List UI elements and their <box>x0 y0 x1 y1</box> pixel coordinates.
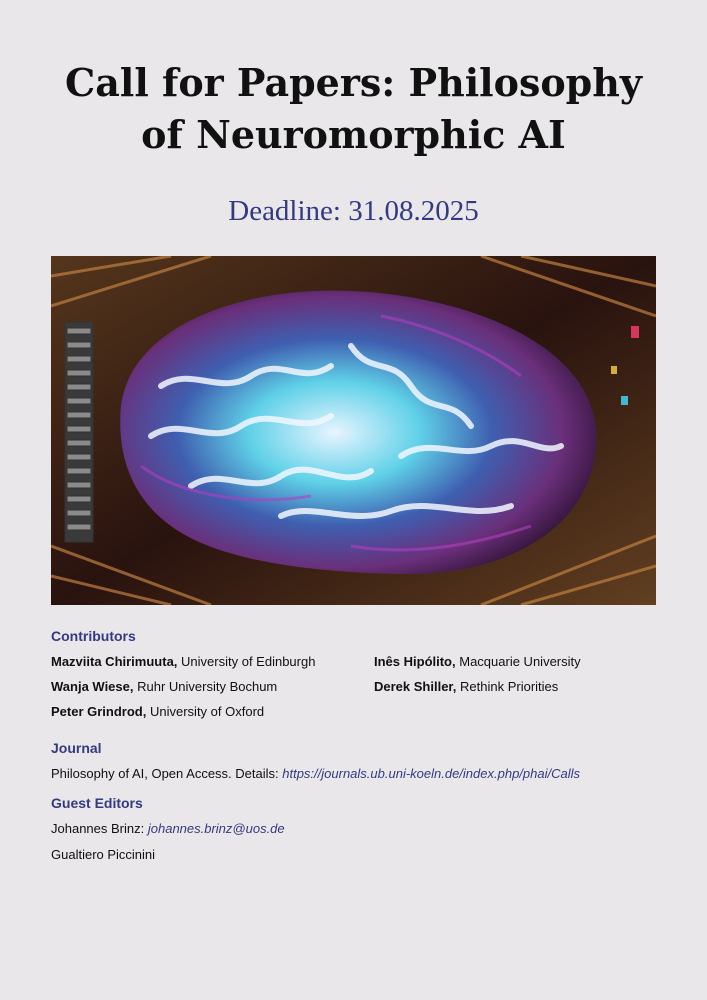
contributor-item <box>51 654 315 669</box>
guest-editor-item <box>51 821 285 836</box>
contributor-item <box>374 654 581 669</box>
contributor-affiliation: University of Edinburgh <box>181 654 316 669</box>
contributor-name: Inês Hipólito, <box>374 654 456 669</box>
contributor-affiliation: University of Oxford <box>149 704 265 719</box>
guest-editors-heading: Guest Editors <box>51 795 143 811</box>
contributor-affiliation: Macquarie University <box>459 654 581 669</box>
contributor-affiliation: Ruhr University Bochum <box>137 679 278 694</box>
contributor-name: Peter Grindrod, <box>51 704 147 719</box>
journal-link[interactable]: https://journals.ub.uni-koeln.de/index.php/phai/Calls <box>282 766 580 781</box>
contributor-name: Wanja Wiese, <box>51 679 134 694</box>
page-title: Call for Papers: Philosophy of Neuromorphic AI <box>65 60 642 157</box>
deadline: Deadline: 31.08.2025 <box>228 195 479 227</box>
journal-text: Philosophy of AI, Open Access. Details: <box>51 766 279 781</box>
guest-editor-name: Gualtiero Piccinini <box>51 847 156 862</box>
contributor-name: Derek Shiller, <box>374 679 457 694</box>
contributor-item <box>51 679 277 694</box>
guest-editor-email[interactable]: johannes.brinz@uos.de <box>147 821 285 836</box>
journal-details <box>51 766 580 781</box>
contributors-heading: Contributors <box>51 628 136 644</box>
contributor-affiliation: Rethink Priorities <box>460 679 559 694</box>
contributor-item <box>51 704 264 719</box>
brain-chip-illustration <box>51 256 656 605</box>
journal-heading: Journal <box>51 740 102 756</box>
hero-image <box>51 256 656 605</box>
contributor-item <box>374 679 558 694</box>
guest-editor-name: Johannes Brinz: <box>51 821 145 836</box>
contributor-name: Mazviita Chirimuuta, <box>51 654 178 669</box>
guest-editor-item <box>51 847 155 862</box>
